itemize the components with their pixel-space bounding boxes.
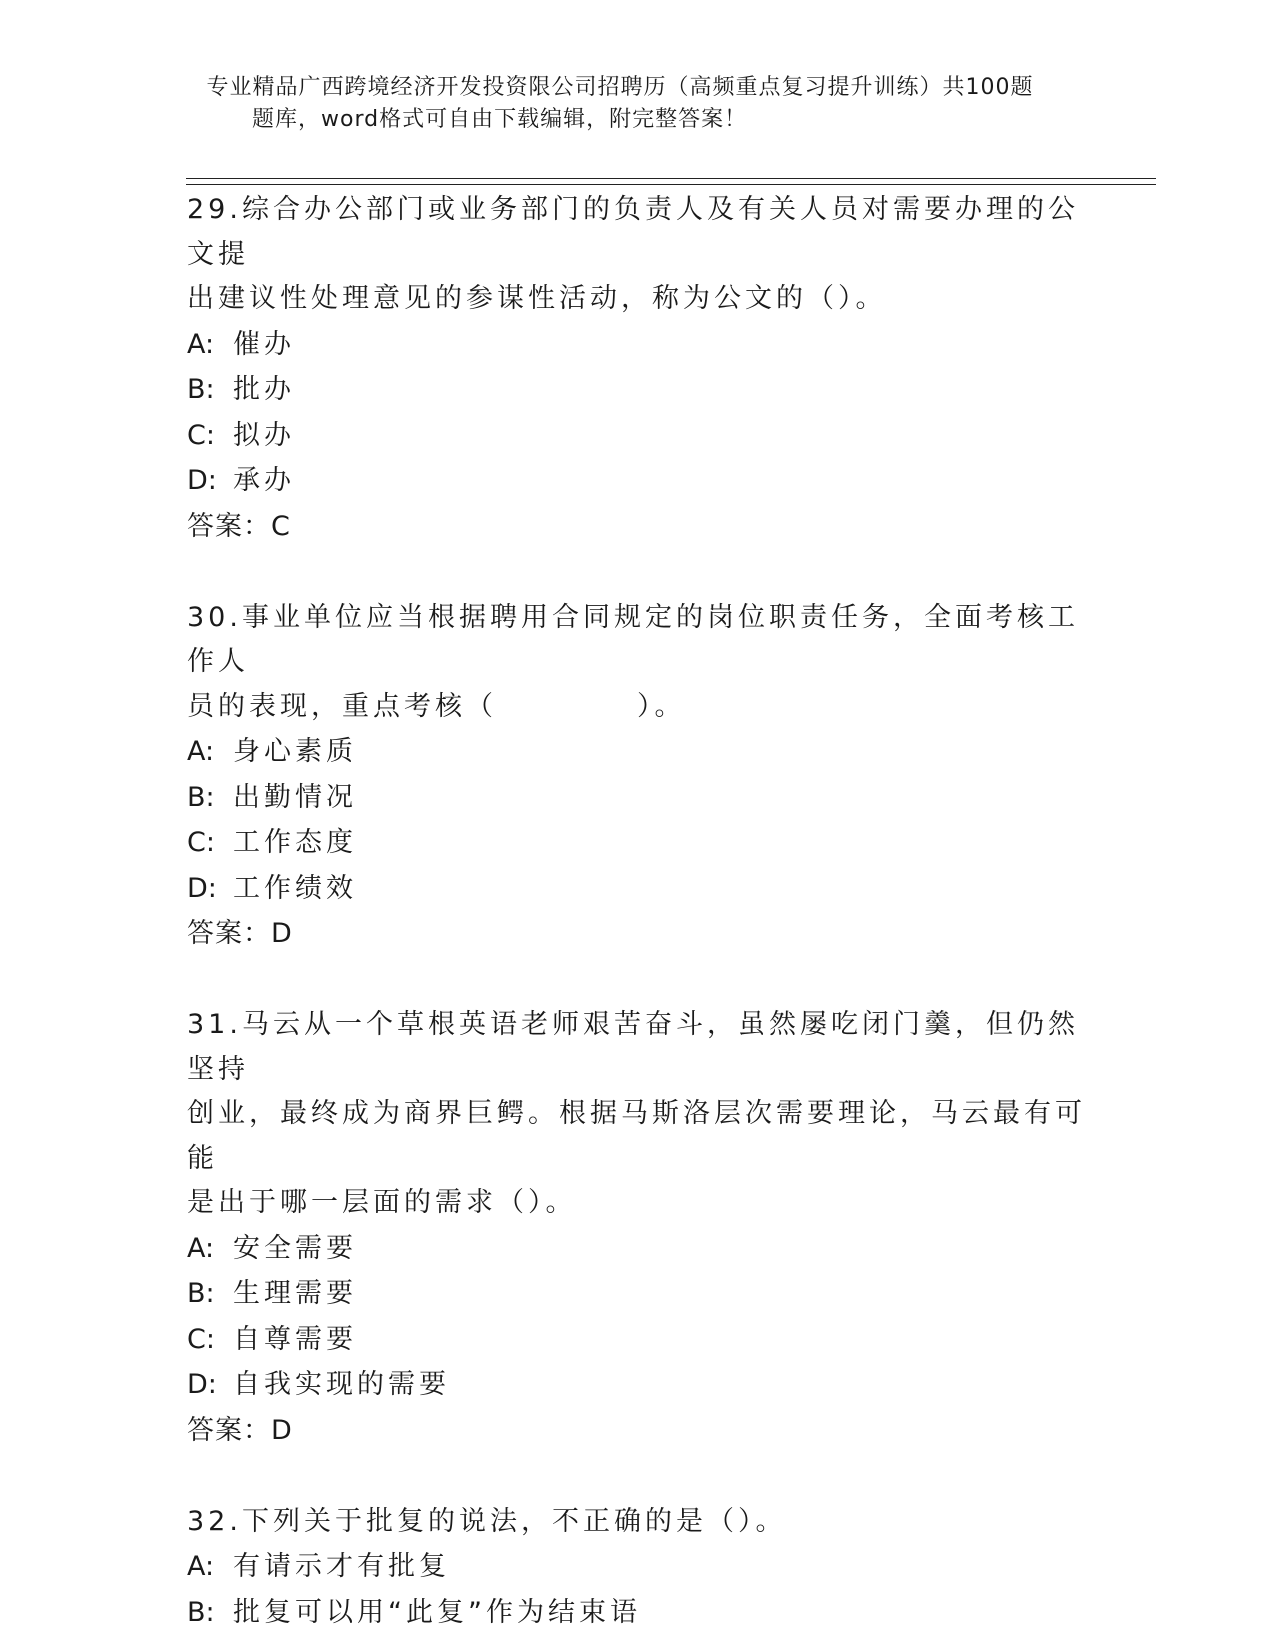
option-key: A: bbox=[187, 1232, 215, 1264]
question-text bbox=[187, 188, 1087, 322]
option-key: D: bbox=[187, 872, 217, 904]
option-text: 催办 bbox=[233, 328, 295, 360]
option-text: 自我实现的需要 bbox=[233, 1369, 450, 1400]
spacer bbox=[187, 550, 1087, 596]
question-29 bbox=[187, 188, 1087, 550]
option-key: B: bbox=[187, 1278, 215, 1309]
option-key: D: bbox=[187, 465, 217, 496]
question-line: 31.马云从一个草根英语老师艰苦奋斗，虽然屡吃闭门羹，但仍然坚持 bbox=[187, 1009, 1079, 1085]
option-text: 有请示才有批复 bbox=[233, 1551, 450, 1582]
option-a bbox=[187, 322, 1087, 368]
option-key: C: bbox=[187, 1323, 215, 1355]
option-c bbox=[187, 820, 1087, 866]
option-key: B: bbox=[187, 1596, 215, 1628]
answer-line: 答案：C bbox=[187, 510, 291, 542]
question-line: 是出于哪一层面的需求（）。 bbox=[187, 1187, 577, 1218]
option-d bbox=[187, 1362, 1087, 1408]
question-line: 32.下列关于批复的说法，不正确的是（）。 bbox=[187, 1505, 787, 1537]
option-key: A: bbox=[187, 736, 215, 767]
option-text: 安全需要 bbox=[233, 1232, 357, 1264]
question-text bbox=[187, 596, 1087, 730]
option-text: 工作态度 bbox=[233, 827, 357, 858]
header-divider-top bbox=[186, 178, 1156, 179]
option-text: 出勤情况 bbox=[233, 781, 357, 813]
option-key: C: bbox=[187, 827, 215, 858]
header-line-2: 题库，word格式可自由下载编辑，附完整答案！ bbox=[252, 107, 748, 132]
option-key: A: bbox=[187, 1551, 215, 1582]
question-line-end: ）。 bbox=[637, 690, 686, 722]
option-key: D: bbox=[187, 1369, 217, 1400]
option-key: B: bbox=[187, 781, 215, 813]
option-b bbox=[187, 775, 1087, 821]
option-text: 批办 bbox=[233, 374, 295, 405]
option-b bbox=[187, 367, 1087, 413]
option-key: C: bbox=[187, 419, 215, 451]
question-text bbox=[187, 1003, 1087, 1226]
option-b bbox=[187, 1590, 1087, 1636]
option-d bbox=[187, 866, 1087, 912]
option-text: 身心素质 bbox=[233, 736, 357, 767]
option-text: 承办 bbox=[233, 465, 295, 496]
question-line: 员的表现，重点考核（ bbox=[187, 690, 497, 722]
spacer bbox=[187, 1454, 1087, 1500]
question-text bbox=[187, 1500, 1087, 1545]
option-b bbox=[187, 1271, 1087, 1317]
header-line-1: 专业精品广西跨境经济开发投资限公司招聘历（高频重点复习提升训练）共100题 bbox=[206, 75, 1034, 100]
option-text: 生理需要 bbox=[233, 1278, 357, 1309]
question-line: 出建议性处理意见的参谋性活动，称为公文的（）。 bbox=[187, 283, 887, 314]
header-divider-bottom bbox=[186, 184, 1156, 185]
document-header bbox=[180, 72, 1060, 136]
question-31 bbox=[187, 1003, 1087, 1454]
option-text: 工作绩效 bbox=[233, 872, 357, 904]
spacer bbox=[187, 957, 1087, 1003]
question-30 bbox=[187, 596, 1087, 958]
option-a bbox=[187, 1226, 1087, 1272]
answer-line: 答案：D bbox=[187, 1414, 293, 1446]
option-key: A: bbox=[187, 328, 215, 360]
answer-line: 答案：D bbox=[187, 918, 293, 949]
option-key: B: bbox=[187, 374, 215, 405]
option-a bbox=[187, 1544, 1087, 1590]
option-text: 拟办 bbox=[233, 419, 295, 451]
option-text: 批复可以用“此复”作为结束语 bbox=[233, 1596, 641, 1628]
question-line: 创业，最终成为商界巨鳄。根据马斯洛层次需要理论，马云最有可能 bbox=[187, 1098, 1086, 1174]
question-line: 29.综合办公部门或业务部门的负责人及有关人员对需要办理的公文提 bbox=[187, 194, 1079, 270]
question-line: 30.事业单位应当根据聘用合同规定的岗位职责任务，全面考核工作人 bbox=[187, 601, 1079, 677]
question-32 bbox=[187, 1500, 1087, 1636]
option-c bbox=[187, 413, 1087, 459]
option-c bbox=[187, 1317, 1087, 1363]
option-text: 自尊需要 bbox=[233, 1323, 357, 1355]
question-list bbox=[187, 188, 1087, 1635]
option-d bbox=[187, 458, 1087, 504]
option-a bbox=[187, 729, 1087, 775]
